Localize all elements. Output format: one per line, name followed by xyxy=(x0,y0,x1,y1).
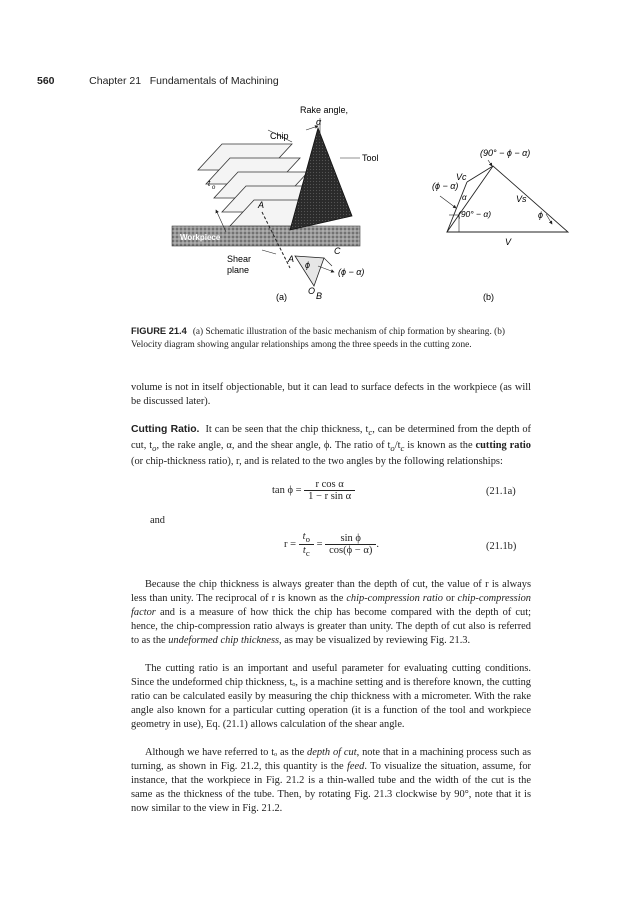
paragraph-2 xyxy=(131,423,531,469)
depth-label: t xyxy=(208,179,211,188)
equation-21-1a xyxy=(272,479,355,502)
label-a-lower: A xyxy=(288,254,295,264)
eq1-denominator: 1 − r sin α xyxy=(308,491,352,502)
depth-label-sub: o xyxy=(212,185,216,191)
paragraph-1-text: volume is not in itself objectionable, but it can lead to surface defects in the workpiece (as will be discussed later). xyxy=(131,382,531,407)
rake-angle-label: Rake angle, xyxy=(300,105,349,115)
label-c: C xyxy=(334,246,341,256)
eq2-den1-sub: c xyxy=(305,548,310,559)
p3-text-a: Because the chip thickness is always greater than the depth of cut, the value of r is always less than unity. The reciprocal of r is known as the xyxy=(131,579,531,604)
eq1-lhs: tan ϕ = xyxy=(272,484,302,496)
p2-text-g: /t xyxy=(394,440,401,452)
run-in-heading: Cutting Ratio. xyxy=(131,424,200,435)
p3-term-uct: undeformed chip thickness xyxy=(168,635,280,646)
phi-label-a: ϕ xyxy=(305,260,311,270)
page-number: 560 xyxy=(37,75,55,87)
panel-a-label: (a) xyxy=(276,292,287,302)
figure-21-4 xyxy=(0,0,636,320)
label-o: O xyxy=(308,286,316,296)
paragraph-4 xyxy=(131,662,531,732)
b-angle-left: (ϕ − α) xyxy=(432,181,459,191)
p2-sub-c2: c xyxy=(400,443,405,454)
caption-text: (a) Schematic illustration of the basic mechanism of chip formation by shearing. (b) Velocity diagram showing angular relationships among the three speeds in the cutting zone. xyxy=(131,327,505,350)
p2-text-e: , the rake angle, α, and the shear angle, ϕ. The ratio of t xyxy=(156,440,391,452)
eq2-number: (21.1b) xyxy=(486,541,517,552)
and-connector: and xyxy=(150,515,166,526)
figure-caption xyxy=(131,325,531,351)
p2-text-k: (or chip-thickness ratio), r, and is related to the two angles by the following relationships: xyxy=(131,456,503,468)
p3-term-ccr: chip-compression ratio xyxy=(346,593,443,604)
phi-label-b: ϕ xyxy=(538,210,544,220)
eq2-den1: t xyxy=(302,545,306,557)
p5-term-depth: depth of cut xyxy=(307,747,357,758)
p5-term-feed: feed xyxy=(347,761,365,772)
b-angle-inner: (90° − α) xyxy=(458,209,492,219)
eq2-num1: t xyxy=(302,531,306,542)
p2-text-a: It can be seen that the chip thickness, t xyxy=(205,424,369,435)
p2-sub-o: o xyxy=(152,443,157,454)
p5-text-e: . To visualize the situation, assume, for instance, that the workpiece in Fig. 21.2 is a thin-walled tube and the width of the cut is the same as the thickness of the tube. Then, by rotating Fig. 21.3 clockwise by 90°, note that it is now similar to the view in Fig. 21.2. xyxy=(131,761,531,814)
p3-text-e: and is a measure of how thick the chip has become compared with the depth of cut; hence, the chip-compression ratio always is greater than unity. The depth of cut also is referred to as the xyxy=(131,607,531,646)
tool-label: Tool xyxy=(362,153,379,163)
eq1-number: (21.1a) xyxy=(486,486,516,497)
equation-21-1b xyxy=(284,531,379,558)
eq2-num1-sub: o xyxy=(305,534,310,545)
p5-text-a: Although we have referred to tₒ as the xyxy=(145,747,308,758)
workpiece-label: Workpiece xyxy=(180,233,221,242)
shear-plane-label-2: plane xyxy=(227,265,250,275)
caption-label: FIGURE 21.4 xyxy=(131,326,187,336)
alpha-symbol: α xyxy=(316,117,322,127)
p2-sub-o2: o xyxy=(390,443,395,454)
vs-label: Vs xyxy=(516,194,527,204)
section-title: Fundamentals of Machining xyxy=(149,75,279,87)
p2-sub-c: c xyxy=(368,427,373,438)
paragraph-4-text: The cutting ratio is an important and useful parameter for evaluating cutting conditions. Since the undeformed chip thickness, tₒ, is a machine setting and is therefore known, the cutting ratio can be calculated easily by measuring the chip thickness with a micrometer. With the rake angle also known for a particular cutting operation (it is a function of the tool and workpiece geometry in use), Eq. (21.1) allows calculation of the shear angle. xyxy=(131,663,531,730)
label-a-upper: A xyxy=(258,200,265,210)
p5-text-c: , note that in a machining process such as turning, as shown in Fig. 21.2, this quantity is the xyxy=(131,747,531,772)
p3-text-g: , as may be visualized by reviewing Fig. 21.3. xyxy=(279,635,471,646)
chapter-label: Chapter 21 xyxy=(89,75,142,87)
panel-b-diagram xyxy=(440,160,568,232)
p3-text-c: or xyxy=(442,593,458,604)
panel-b-label: (b) xyxy=(483,292,494,302)
p2-term-cutting-ratio: cutting ratio xyxy=(475,440,531,452)
eq2-den2: cos(ϕ − α) xyxy=(329,545,373,557)
p3-term-ccf: chip-compression factor xyxy=(131,593,531,618)
eq1-numerator: r cos α xyxy=(304,479,355,491)
eq2-equals: = xyxy=(316,539,323,550)
phi-minus-alpha-a: (ϕ − α) xyxy=(338,267,365,277)
vc-label: Vc xyxy=(456,172,467,182)
eq2-num2: sin ϕ xyxy=(325,533,376,545)
shear-plane-label-1: Shear xyxy=(227,254,252,264)
paragraph-3 xyxy=(131,578,531,648)
p2-text-i: is known as the xyxy=(404,440,476,452)
panel-a-diagram xyxy=(172,118,360,286)
eq2-lhs: r = xyxy=(284,539,297,550)
label-b: B xyxy=(316,291,323,301)
v-label: V xyxy=(505,237,512,247)
eq2-period: . xyxy=(376,539,379,550)
paragraph-5 xyxy=(131,746,531,816)
b-angle-top: (90° − ϕ − α) xyxy=(480,148,531,158)
p2-text-c: , can be determined from the depth of cut, t xyxy=(131,424,531,452)
alpha-label-b: α xyxy=(462,193,467,202)
paragraph-1 xyxy=(131,381,531,409)
chip-label: Chip xyxy=(270,131,289,141)
